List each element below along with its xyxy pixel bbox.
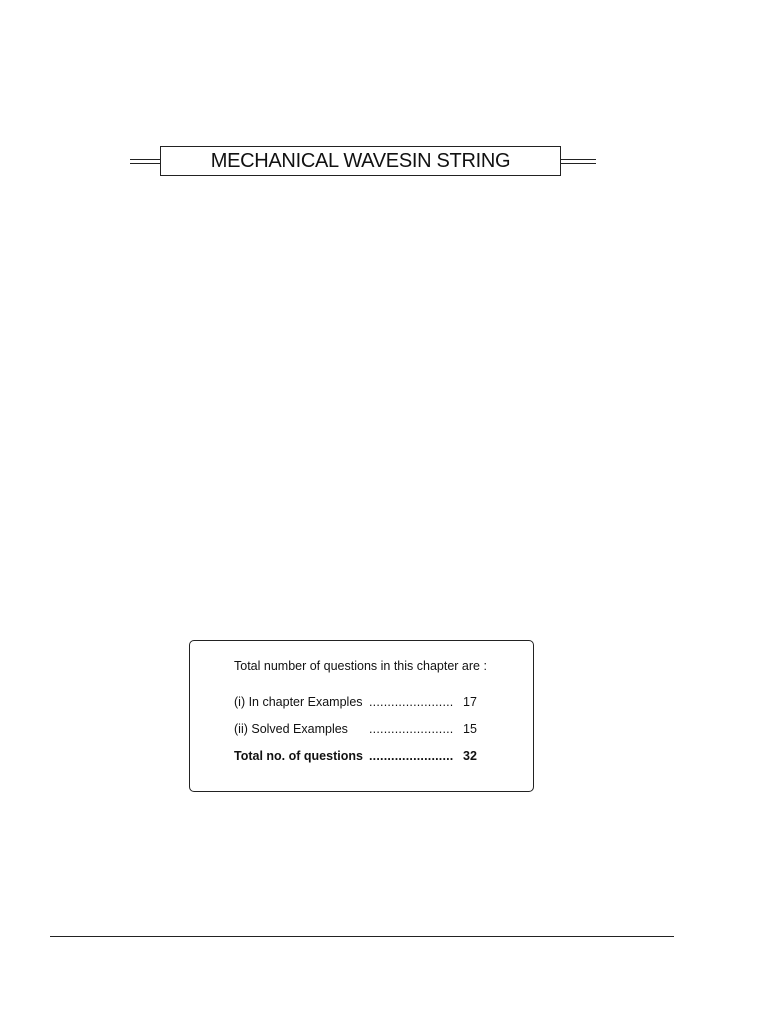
chapter-title-box [160,146,561,176]
chapter-title: MECHANICAL WAVESIN STRING [210,149,511,172]
summary-row-leader: ....................... [369,695,454,709]
summary-row-label: (ii) Solved Examples [234,722,348,736]
title-rule-left [130,159,160,164]
summary-row-leader: ....................... [369,749,454,763]
footer-rule [50,936,674,937]
summary-intro: Total number of questions in this chapter are : [234,659,487,673]
title-rule-right [561,159,596,164]
summary-row-count: 32 [463,749,477,763]
summary-row-label: (i) In chapter Examples [234,695,363,709]
question-summary-box [189,640,534,792]
summary-row-label: Total no. of questions [234,749,363,763]
summary-row-count: 17 [463,695,477,709]
summary-row-count: 15 [463,722,477,736]
summary-row-leader: ....................... [369,722,454,736]
